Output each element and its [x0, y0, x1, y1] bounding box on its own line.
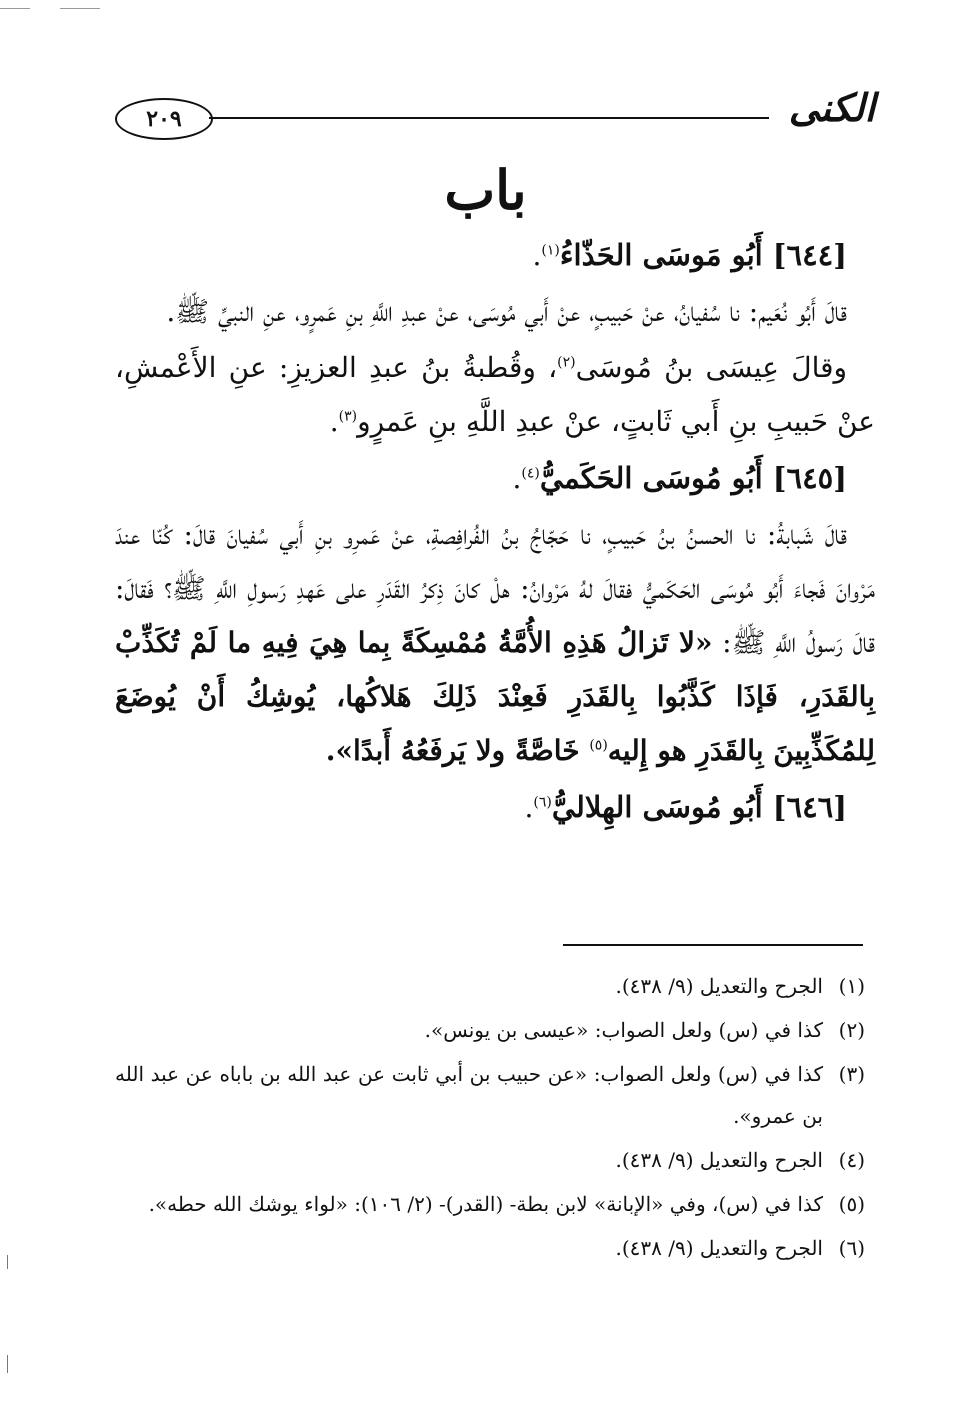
chapter-title: باب [444, 158, 527, 222]
entry-heading-text: [٦٤٥] أَبُو مُوسَى الحَكَميُّ [539, 461, 847, 495]
body-paragraph [115, 508, 875, 778]
footnote-text: الجرح والتعديل (٩/ ٤٣٨). [615, 1148, 823, 1172]
footnote [115, 1009, 865, 1051]
footnote-text: كذا في (س) ولعل الصواب: «عيسى بن يونس». [424, 1018, 823, 1042]
paragraph-text: قالَ شَبابةُ: نا الحسنُ بنُ حَبيبٍ، نا حَجّاجُ بنُ الفُرافِصةِ، عنْ عَمرِو بنِ أَبي سُفيانَ قالَ: كُنّا عندَ مَرْوانَ فَجاءَ أَبُو مُوسَى الحَكَميُّ فقالَ لهُ مَرْوانُ: هلْ كانَ ذِكرُ القَدَرِ على عَهدِ رَسولِ اللَّهِ ﷺ؟ فَقالَ: قالَ رَسولُ اللَّهِ ﷺ: [115, 518, 875, 659]
header-rule [209, 117, 769, 119]
page-header [115, 80, 875, 140]
footnote-ref: (٥) [589, 737, 608, 754]
entry-heading-text: [٦٤٦] أَبُو مُوسَى الهِلاليُّ [551, 790, 847, 824]
footnote-number: (١) [838, 974, 865, 998]
page-number: ٢٠٩ [115, 98, 213, 140]
hadith-quote: خَاصَّةً ولا يَرفَعُهُ أَبدًا». [325, 734, 590, 767]
paragraph-text: وقالَ عِيسَى بنُ مُوسَى [575, 351, 848, 384]
footnote [115, 1139, 865, 1181]
footnote-number: (٤) [838, 1148, 865, 1172]
scan-edge-tick [7, 1355, 8, 1373]
footnote-text: كذا في (س)، وفي «الإبانة» لابن بطة- (القدر)- (٢/ ١٠٦): «لواء يوشك الله حطه». [148, 1192, 823, 1216]
footnote-number: (٣) [838, 1062, 865, 1086]
footnote [115, 1227, 865, 1269]
main-text [115, 228, 875, 837]
footnote-text: الجرح والتعديل (٩/ ٤٣٨). [615, 1236, 823, 1260]
paragraph-text: ، وقُطبةُ بنُ عبدِ العزيزِ: عنِ الأَعْمشِ، عنْ حَبيبِ بنِ أَبي ثَابتٍ، عنْ عبدِ اللَّهِ بنِ عَمرٍو [115, 351, 875, 438]
footnote-ref: (٣) [338, 408, 358, 425]
entry-heading: [٦٤٦] أَبُو مُوسَى الهِلاليُّ$^{(٦)}$. [524, 790, 847, 824]
scan-edge-tick [7, 1255, 8, 1269]
footnote-text: كذا في (س) ولعل الصواب: «عن حبيب بن أبي ثابت عن عبد الله بن باباه عن عبد الله بن عمرو». [115, 1062, 823, 1128]
paragraph-text: . [329, 405, 339, 438]
footnote-text: الجرح والتعديل (٩/ ٤٣٨). [615, 974, 823, 998]
running-title: الكنى [788, 85, 875, 130]
body-paragraph [115, 341, 875, 449]
footnote [115, 1183, 865, 1225]
footnote-number: (٦) [838, 1236, 865, 1260]
footnote-number: (٢) [838, 1018, 865, 1042]
body-paragraph: قالَ أَبُو نُعَيم: نا سُفيانُ، عنْ حَبيبٍ، عنْ أَبي مُوسَى، عنْ عبدِ اللَّهِ بنِ عَمرٍو، عنِ النبيِّ ﷺ. [166, 295, 847, 328]
footnote-ref: (١) [541, 242, 560, 259]
footnote-ref: (٢) [557, 354, 576, 371]
footnote [115, 965, 865, 1007]
entry-heading: [٦٤٥] أَبُو مُوسَى الحَكَميُّ$^{(٤)}$. [512, 461, 847, 495]
entry-heading-text: [٦٤٤] أَبُو مَوسَى الحَذّاءُ [559, 238, 847, 272]
entry-heading: [٦٤٤] أَبُو مَوسَى الحَذّاءُ$^{(١)}$. [532, 238, 847, 272]
footnote-number: (٥) [838, 1192, 865, 1216]
scan-artifact-line [60, 8, 100, 9]
scan-artifact-line [0, 8, 30, 9]
footnotes [115, 965, 865, 1271]
footnote-separator [563, 944, 863, 946]
footnote-ref: (٦) [533, 794, 552, 811]
footnote-ref: (٤) [521, 465, 540, 482]
hadith-quote: «لا تَزالُ هَذِهِ الأُمَّةُ مُمْسِكَةً بِما هِيَ فِيهِ ما لَمْ تُكَذِّبْ بِالقَدَرِ، فَإذَا كَذَّبُوا بِالقَدَرِ فَعِنْدَ ذَلِكَ هَلاكُها، يُوشِكُ أَنْ يُوضَعَ لِلمُكَذِّبِينَ بِالقَدَرِ هو إِليه [115, 626, 875, 767]
footnote [115, 1053, 865, 1137]
